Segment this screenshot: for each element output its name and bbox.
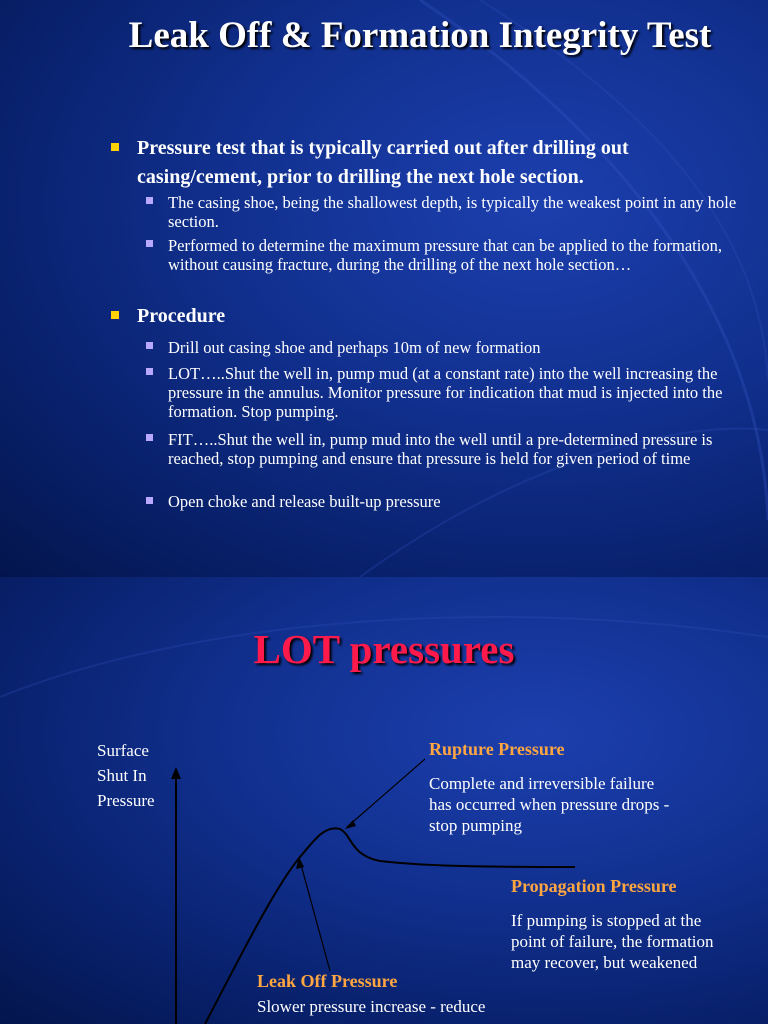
leak-off-pressure-desc: [257, 996, 485, 1017]
sub-bullet-text: The casing shoe, being the shallowest depth, is typically the weakest point in any hole section.: [168, 193, 737, 231]
desc-line: may recover, but weakened: [511, 953, 698, 972]
rupture-pressure-desc: [429, 773, 669, 836]
desc-line: Slower pressure increase - reduce: [257, 997, 486, 1016]
rupture-pressure-title: Rupture Pressure: [429, 739, 565, 759]
sub-bullet-text: FIT…..Shut the well in, pump mud into the well until a pre-determined pressure is reached, stop pumping and ensure that pressure is held for given period of time: [168, 430, 713, 468]
desc-line: has occurred when pressure drops -: [429, 795, 670, 814]
slide-lot-pressures: [0, 577, 768, 1024]
y-axis-label-line: Shut In: [97, 766, 147, 785]
y-axis-label-line: Pressure: [97, 791, 155, 810]
sub-bullet-marker: [146, 434, 153, 441]
sub-bullet-marker: [146, 240, 153, 247]
sub-bullet-text: Drill out casing shoe and perhaps 10m of new formation: [168, 338, 541, 357]
sub-bullet-marker: [146, 368, 153, 375]
leakoff-pointer-arrow: [296, 857, 304, 869]
y-axis-label-line: Surface: [97, 741, 149, 760]
desc-line: Complete and irreversible failure: [429, 774, 655, 793]
slide-title: Leak Off & Formation Integrity Test: [128, 15, 712, 56]
propagation-pressure-title: Propagation Pressure: [511, 876, 677, 896]
bullet-marker: [111, 311, 119, 319]
bullet-text: Pressure test that is typically carried out after drilling out casing/cement, prior to drilling the next hole section.: [137, 137, 629, 188]
sub-bullet-marker: [146, 342, 153, 349]
slide-title: LOT pressures: [253, 626, 515, 672]
desc-line: stop pumping: [429, 816, 523, 835]
sub-bullet-marker: [146, 197, 153, 204]
sub-bullet-text: Performed to determine the maximum pressure that can be applied to the formation, without causing fracture, during the drilling of the next hole section…: [168, 236, 722, 274]
desc-line: point of failure, the formation: [511, 932, 714, 951]
sub-bullet-marker: [146, 497, 153, 504]
leakoff-pointer: [300, 861, 330, 971]
bullet-marker: [111, 143, 119, 151]
bullet-text: Procedure: [137, 305, 226, 327]
sub-bullet-text: LOT…..Shut the well in, pump mud (at a constant rate) into the well increasing the pressure in the annulus. Monitor pressure for indication that mud is injected into the formation. Stop pumping.: [168, 364, 723, 421]
leak-off-pressure-title: Leak Off Pressure: [257, 971, 398, 991]
rupture-pointer: [347, 759, 425, 827]
propagation-pressure-desc: [511, 910, 714, 973]
desc-line: If pumping is stopped at the: [511, 911, 702, 930]
y-axis-arrow: [171, 767, 181, 779]
sub-bullet-text: Open choke and release built-up pressure: [168, 492, 441, 511]
